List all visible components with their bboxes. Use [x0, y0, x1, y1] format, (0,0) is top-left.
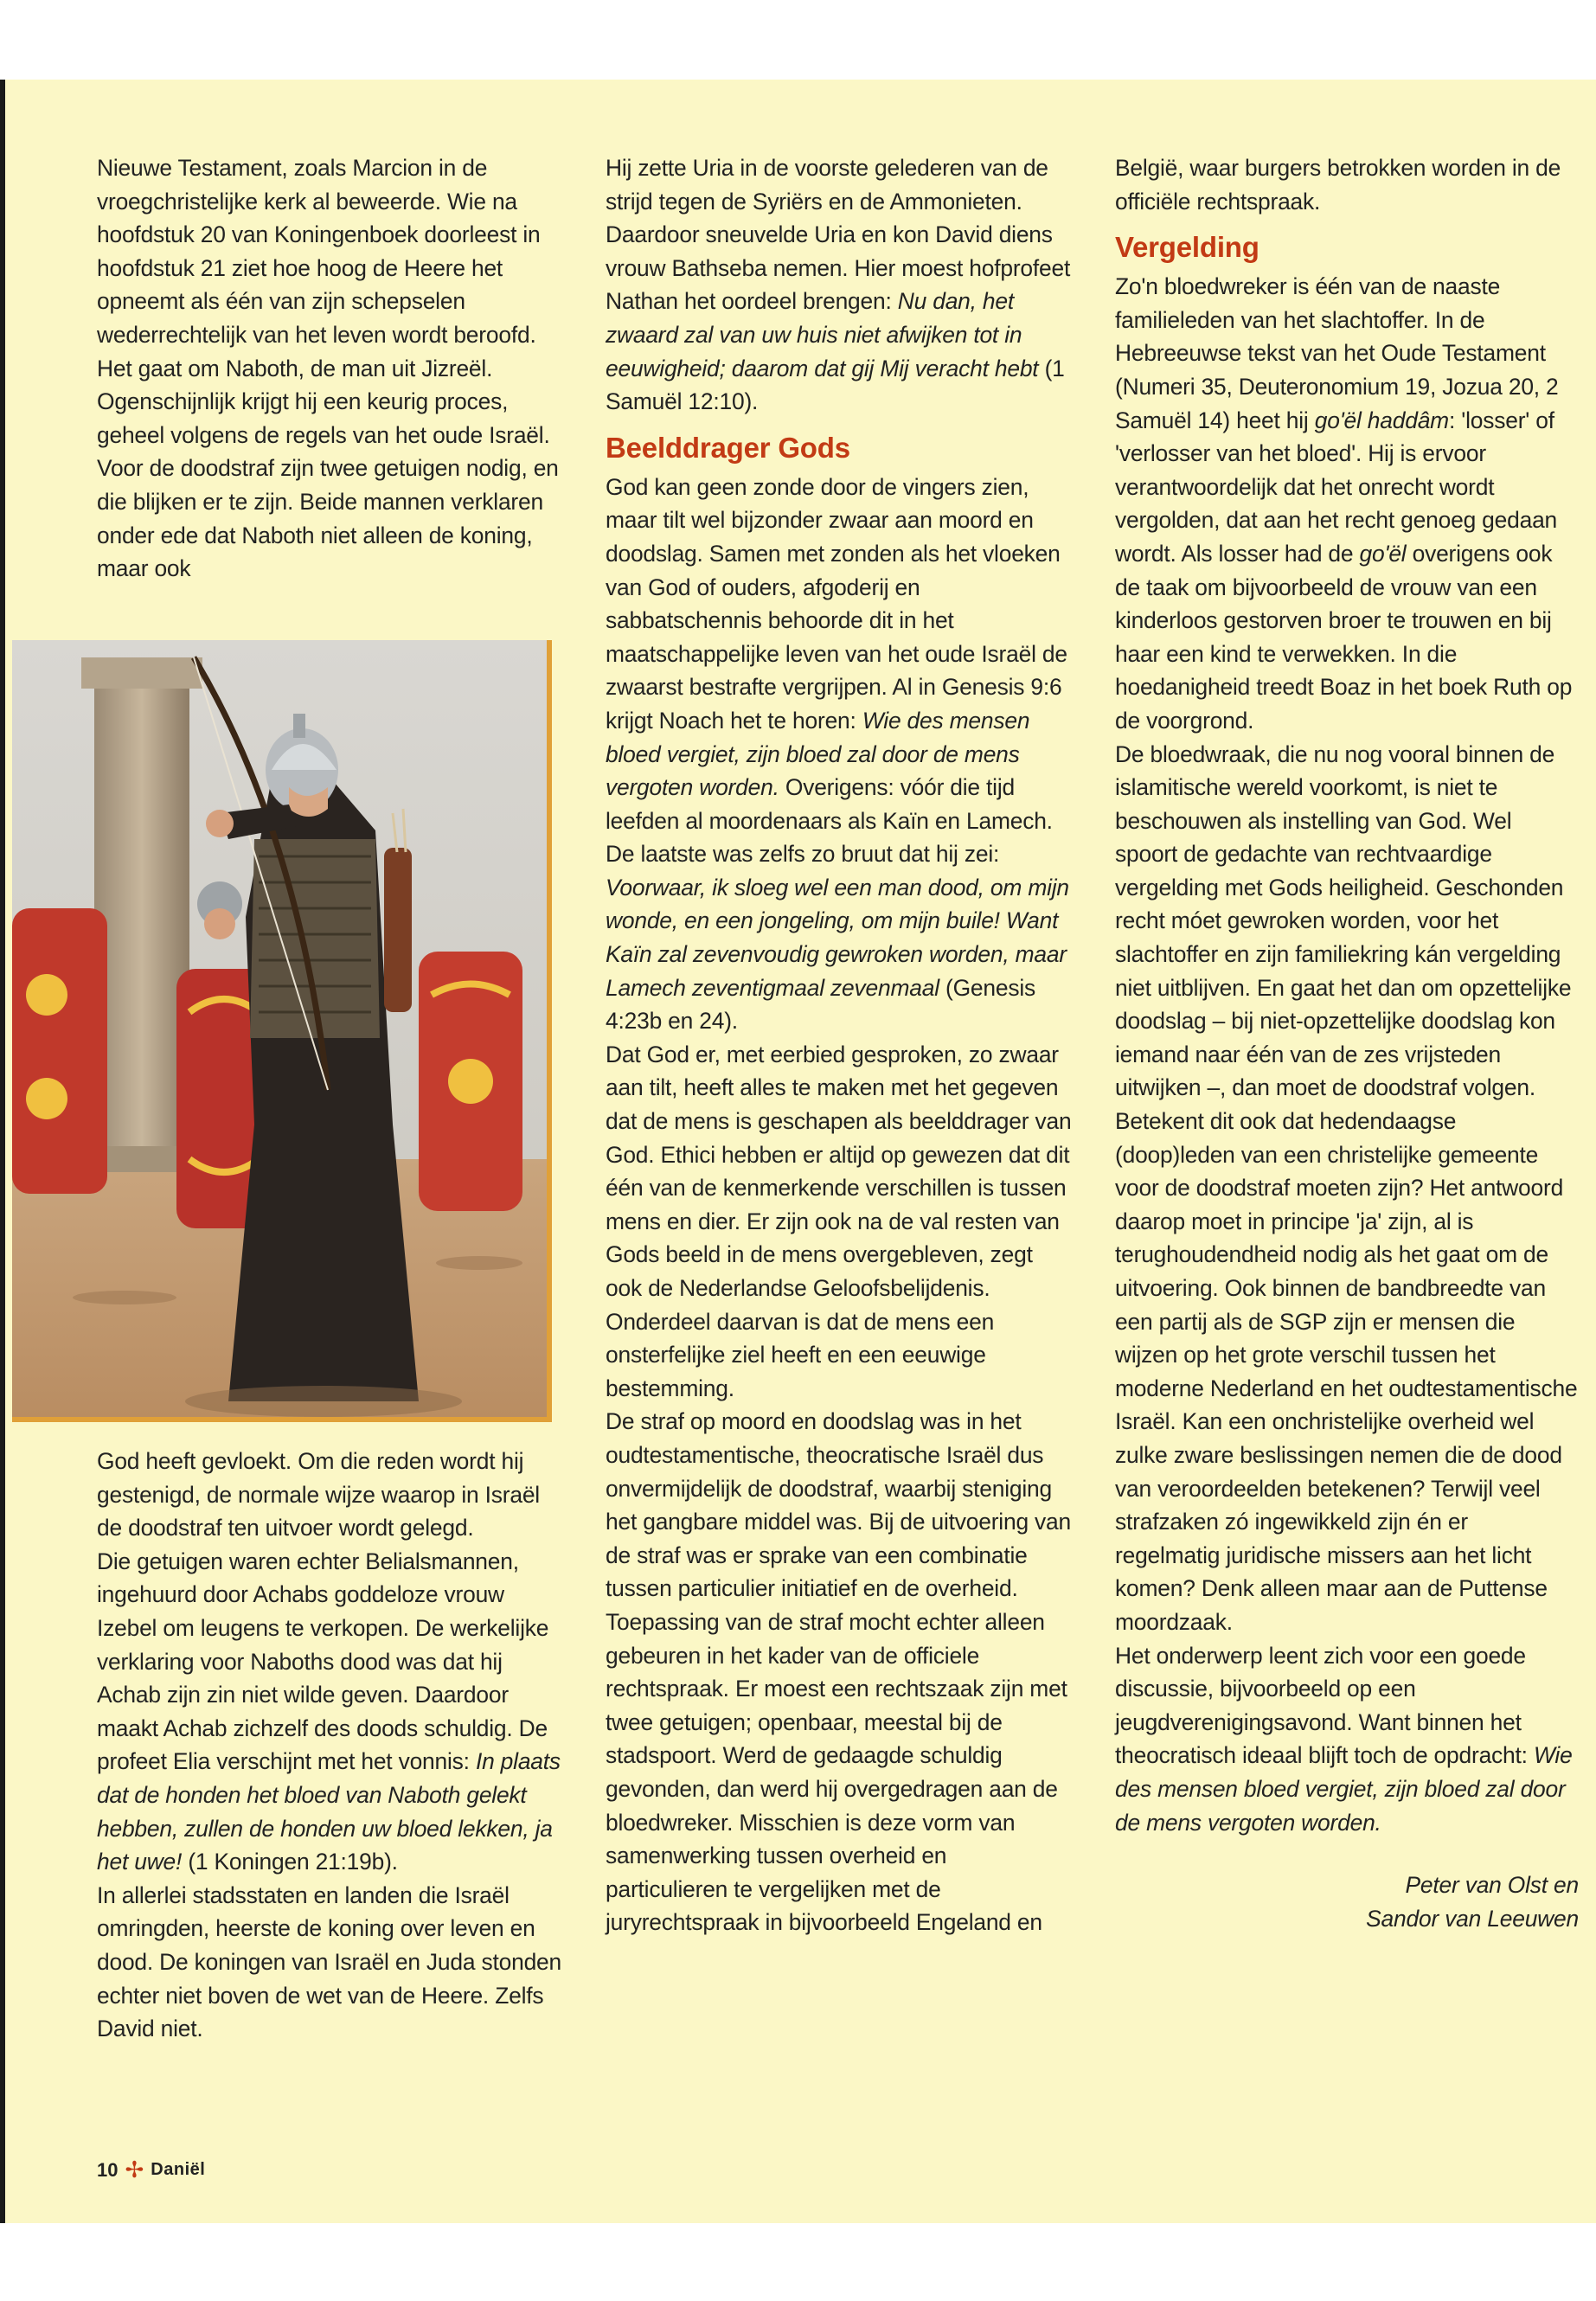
hebrew-term: go'ël haddâm: [1314, 407, 1449, 433]
paragraph: De straf op moord en doodslag was in het oudtestamentische, theocratische Israël dus onvermijdelijk de doodstraf, waarbij steniging het gangbare middel was. Bij de uitvoering van de straf was er sprake van een combinatie tussen particulier initiatief en de overheid. Toepassing van de straf mocht echter alleen gebeuren in het kader van de officiele rechtspraak. Er moest een rechtszaak zijn met twee getuigen; openbaar, meestal bij de stadspoort. Werd de gedaagde schuldig gevonden, dan werd hij overgedragen aan de bloedwreker. Misschien is deze vorm van samenwerking tussen overheid en particulieren te vergelijken met de juryrechtspraak in bijvoorbeeld Engeland en: [606, 1408, 1072, 1936]
paragraph: Die getuigen waren echter Belialsmannen, ingehuurd door Achabs goddeloze vrouw Izebel om leugens te verkopen. De werkelijke verklaring voor Naboths dood was dat hij Achab zijn zin niet wilde geven. Daardoor maakt Achab zichzelf des doods schuldig. De profeet Elia verschijnt met het vonnis: In plaats dat de honden het bloed van Naboth gelekt hebben, zullen de honden uw bloed lekken, ja het uwe! (1 Koningen 21:19b).: [97, 1548, 561, 1875]
page-number: 10: [97, 2158, 119, 2181]
paragraph: De bloedwraak, die nu nog vooral binnen de islamitische wereld voorkomt, is niet te beschouwen als instelling van God. Wel spoort de gedachte van rechtvaardige vergelding met Gods heiligheid. Geschonden recht móet gewroken worden, voor het slachtoffer en zijn familiekring kán vergelding niet uitblijven. En gaat het dan om opzettelijke doodslag – bij niet-opzettelijke doodslag kon iemand naar één van de zes vrijsteden uitwijken –, dan moet de doodstraf volgen.: [1115, 740, 1572, 1101]
bible-quote: Nu dan, het zwaard zal van uw huis niet afwijken tot in eeuwigheid; daarom dat gij Mij veracht hebt: [606, 288, 1039, 381]
bible-quote: In plaats dat de honden het bloed van Naboth gelekt hebben, zullen de honden uw bloed lekken, ja het uwe!: [97, 1748, 561, 1875]
paragraph: Het gaat om Naboth, de man uit Jizreël. Ogenschijnlijk krijgt hij een keurig proces, geheel volgens de regels van het oude Israël. Voor de doodstraf zijn twee getuigen nodig, en die blijken er te zijn. Beide mannen verklaren onder ede dat Naboth niet alleen de koning, maar ook: [97, 355, 559, 582]
paragraph: België, waar burgers betrokken worden in de officiële rechtspraak.: [1115, 155, 1561, 215]
bible-quote: Voorwaar, ik sloeg wel een man dood, om mijn wonde, en een jongeling, om mijn buile! Want Kaïn zal zevenvoudig gewroken worden, maar Lamech zeventigmaal zevenmaal: [606, 874, 1069, 1001]
author-line: Peter van Olst en: [1405, 1872, 1579, 1899]
magazine-name: Daniël: [151, 2160, 206, 2179]
page-footer: [97, 2157, 205, 2183]
paragraph: God kan geen zonde door de vingers zien, maar tilt wel bijzonder zwaar aan moord en doodslag. Samen met zonden als het vloeken van God of ouders, afgoderij en sabbatschennis behoorde dit in het maatschappelijke leven van het oude Israël de zwaarst bestrafte vergrijpen. Al in Genesis 9:6 krijgt Noach het te horen: Wie des mensen bloed vergiet, zijn bloed zal door de mens vergoten worden. Overigens: vóór die tijd leefden al moordenaars als Kaïn en Lamech. De laatste was zelfs zo bruut dat hij zei: Voorwaar, ik sloeg wel een man dood, om mijn wonde, en een jongeling, om mijn buile! Want Kaïn zal zevenvoudig gewroken worden, maar Lamech zeventigmaal zevenmaal (Genesis 4:23b en 24).: [606, 473, 1069, 1035]
bible-quote: Wie des mensen bloed vergiet, zijn bloed zal door de mens vergoten worden.: [606, 707, 1030, 801]
paragraph: Het onderwerp leent zich voor een goede discussie, bijvoorbeeld op een jeugdverenigingsavond. Want binnen het theocratisch ideaal blijft toch de opdracht: Wie des mensen bloed vergiet, zijn bloed zal door de mens vergoten worden.: [1115, 1642, 1573, 1836]
author-signature: [1115, 1868, 1579, 1935]
paragraph: Nieuwe Testament, zoals Marcion in de vroegchristelijke kerk al beweerde. Wie na hoofdstuk 20 van Koningenboek doorleest in hoofdstuk 21 ziet hoe hoog de Heere het opneemt als één van zijn schepselen wederrechtelijk van het leven wordt beroofd.: [97, 155, 541, 348]
paragraph: Betekent dit ook dat hedendaagse (doop)leden van een christelijke gemeente voor de doodstraf moeten zijn? Het antwoord daarop moet in principe 'ja' zijn, al is terughoudendheid nodig als het gaat om de uitvoering. Ook binnen de bandbreedte van een partij als de SGP zijn er mensen die wijzen op het grote verschil tussen het moderne Nederland en het oudtestamentische Israël. Kan een onchristelijke overheid wel zulke zware beslissingen nemen die de dood van veroordeelden betekenen? Terwijl veel strafzaken zó ingewikkeld zijn én er regelmatig juridische missers aan het licht komen? Denk alleen maar aan de Puttense moordzaak.: [1115, 1108, 1578, 1635]
column-1-bottom: [97, 1445, 564, 2046]
paragraph: Hij zette Uria in de voorste gelederen van de strijd tegen de Syriërs en de Ammonieten. Daardoor sneuvelde Uria en kon David diens vrouw Bathseba nemen. Hier moest hofprofeet Nathan het oordeel brengen: Nu dan, het zwaard zal van uw huis niet afwijken tot in eeuwigheid; daarom dat gij Mij veracht hebt (1 Samuël 12:10).: [606, 155, 1071, 415]
paragraph: God heeft gevloekt. Om die reden wordt hij gestenigd, de normale wijze waarop in Israël de doodstraf ten uitvoer wordt gelegd.: [97, 1448, 540, 1541]
column-2: [606, 151, 1073, 1939]
section-heading: Vergelding: [1115, 231, 1259, 264]
bible-quote: Wie des mensen bloed vergiet, zijn bloed zal door de mens vergoten worden.: [1115, 1742, 1573, 1836]
paragraph: In allerlei stadsstaten en landen die Israël omringden, heerste de koning over leven en dood. De koningen van Israël en Juda stonden echter niet boven de wet van de Heere. Zelfs David niet.: [97, 1881, 562, 2042]
column-3: [1115, 151, 1579, 1935]
fleur-icon: ✢: [125, 2157, 144, 2182]
column-1-top: [97, 151, 564, 586]
paragraph: Dat God er, met eerbied gesproken, zo zwaar aan tilt, heeft alles te maken met het gegeven dat de mens is geschapen als beelddrager van God. Ethici hebben er altijd op gewezen dat dit één van de kenmerkende verschillen is tussen mens en dier. Er zijn ook na de val resten van Gods beeld in de mens overgebleven, zegt ook de Nederlandse Geloofsbelijdenis. Onderdeel daarvan is dat de mens een onsterfelijke ziel heeft en een eeuwige bestemming.: [606, 1041, 1072, 1401]
section-heading: Beelddrager Gods: [606, 431, 850, 464]
paragraph: Zo'n bloedwreker is één van de naaste familieleden van het slachtoffer. In de Hebreeuwse tekst van het Oude Testament (Numeri 35, Deuteronomium 19, Jozua 20, 2 Samuël 14) heet hij go'ël haddâm: 'losser' of 'verlosser van het bloed'. Hij is ervoor verantwoordelijk dat het onrecht wordt vergolden, dat aan het recht genoeg gedaan wordt. Als losser had de go'ël overigens ook de taak om bijvoorbeeld de vrouw van een kinderloos gestorven broer te trouwen en bij haar een kind te verwekken. In die hoedanigheid treedt Boaz in het boek Ruth op de voorgrond.: [1115, 273, 1573, 734]
author-line: Sandor van Leeuwen: [1366, 1905, 1579, 1932]
hebrew-term: go'ël: [1359, 540, 1407, 567]
photo-roman-soldiers-archer: [12, 640, 552, 1422]
